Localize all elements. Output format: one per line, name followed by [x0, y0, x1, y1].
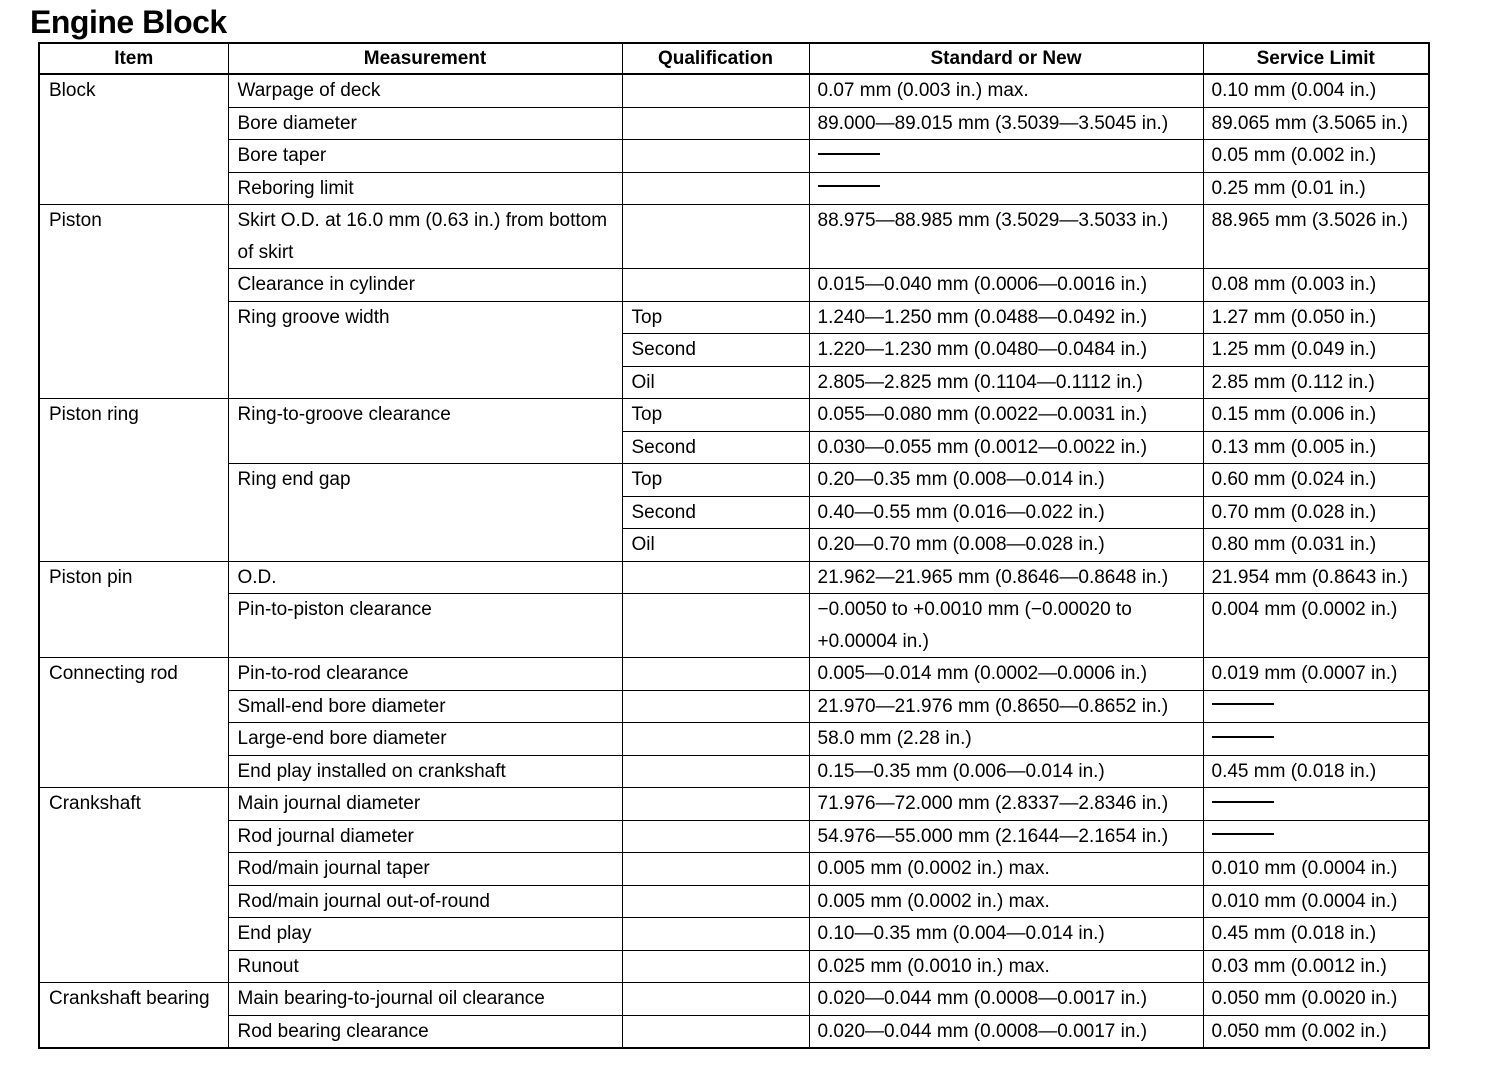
standard-cell: 0.030—0.055 mm (0.0012—0.0022 in.) — [809, 431, 1203, 464]
service-limit-cell: 0.05 mm (0.002 in.) — [1203, 140, 1429, 173]
measurement-cell: Rod/main journal taper — [228, 853, 622, 886]
measurement-cell: Bore diameter — [228, 107, 622, 140]
standard-cell: 0.40—0.55 mm (0.016—0.022 in.) — [809, 496, 1203, 529]
not-applicable-dash — [1212, 801, 1274, 803]
qualification-cell — [622, 172, 809, 205]
standard-cell: 1.220—1.230 mm (0.0480—0.0484 in.) — [809, 334, 1203, 367]
standard-cell: 0.10—0.35 mm (0.004—0.014 in.) — [809, 918, 1203, 951]
qualification-cell: Top — [622, 399, 809, 432]
qualification-cell — [622, 983, 809, 1016]
service-limit-cell: 0.70 mm (0.028 in.) — [1203, 496, 1429, 529]
service-limit-cell: 0.80 mm (0.031 in.) — [1203, 529, 1429, 562]
measurement-cell: Skirt O.D. at 16.0 mm (0.63 in.) from bottom of skirt — [228, 205, 622, 269]
measurement-cell: Rod bearing clearance — [228, 1015, 622, 1048]
standard-cell: 0.15—0.35 mm (0.006—0.014 in.) — [809, 755, 1203, 788]
item-cell: Piston ring — [39, 399, 228, 562]
table-row — [39, 172, 1429, 205]
measurement-cell: Pin-to-piston clearance — [228, 594, 622, 658]
table-row — [39, 140, 1429, 173]
service-limit-cell — [1203, 723, 1429, 756]
qualification-cell: Second — [622, 431, 809, 464]
qualification-cell — [622, 788, 809, 821]
measurement-cell: Ring-to-groove clearance — [228, 399, 622, 464]
qualification-cell — [622, 755, 809, 788]
service-limit-cell: 1.27 mm (0.050 in.) — [1203, 301, 1429, 334]
standard-cell: 88.975—88.985 mm (3.5029—3.5033 in.) — [809, 205, 1203, 269]
qualification-cell — [622, 885, 809, 918]
standard-cell — [809, 172, 1203, 205]
standard-cell: 0.025 mm (0.0010 in.) max. — [809, 950, 1203, 983]
standard-cell: 54.976—55.000 mm (2.1644—2.1654 in.) — [809, 820, 1203, 853]
standard-cell: 0.20—0.70 mm (0.008—0.028 in.) — [809, 529, 1203, 562]
standard-cell: 0.015—0.040 mm (0.0006—0.0016 in.) — [809, 269, 1203, 302]
measurement-cell: Ring groove width — [228, 301, 622, 399]
measurement-cell: Rod/main journal out-of-round — [228, 885, 622, 918]
measurement-cell: Small-end bore diameter — [228, 690, 622, 723]
service-limit-cell: 0.10 mm (0.004 in.) — [1203, 74, 1429, 107]
table-header — [39, 43, 1429, 74]
not-applicable-dash — [818, 153, 880, 155]
qualification-cell — [622, 690, 809, 723]
qualification-cell — [622, 107, 809, 140]
not-applicable-dash — [1212, 833, 1274, 835]
qualification-cell — [622, 723, 809, 756]
service-limit-cell: 88.965 mm (3.5026 in.) — [1203, 205, 1429, 269]
qualification-cell — [622, 205, 809, 269]
not-applicable-dash — [1212, 703, 1274, 705]
item-cell: Crankshaft — [39, 788, 228, 983]
header-measurement: Measurement — [228, 43, 622, 74]
standard-cell: 0.005 mm (0.0002 in.) max. — [809, 885, 1203, 918]
service-limit-cell: 0.050 mm (0.0020 in.) — [1203, 983, 1429, 1016]
service-limit-cell: 0.004 mm (0.0002 in.) — [1203, 594, 1429, 658]
measurement-cell: Large-end bore diameter — [228, 723, 622, 756]
service-limit-cell: 0.010 mm (0.0004 in.) — [1203, 853, 1429, 886]
service-limit-cell — [1203, 820, 1429, 853]
standard-cell: 0.07 mm (0.003 in.) max. — [809, 74, 1203, 107]
standard-cell: 58.0 mm (2.28 in.) — [809, 723, 1203, 756]
standard-cell: 21.970—21.976 mm (0.8650—0.8652 in.) — [809, 690, 1203, 723]
service-limit-cell — [1203, 690, 1429, 723]
service-limit-cell: 21.954 mm (0.8643 in.) — [1203, 561, 1429, 594]
table-row — [39, 74, 1429, 107]
service-limit-cell: 0.010 mm (0.0004 in.) — [1203, 885, 1429, 918]
item-cell: Connecting rod — [39, 658, 228, 788]
measurement-cell: Reboring limit — [228, 172, 622, 205]
qualification-cell — [622, 140, 809, 173]
table-row — [39, 950, 1429, 983]
qualification-cell — [622, 1015, 809, 1048]
qualification-cell — [622, 950, 809, 983]
table-row — [39, 983, 1429, 1016]
measurement-cell: Ring end gap — [228, 464, 622, 562]
header-standard: Standard or New — [809, 43, 1203, 74]
table-row — [39, 269, 1429, 302]
table-row — [39, 788, 1429, 821]
item-cell: Piston — [39, 205, 228, 399]
not-applicable-dash — [818, 185, 880, 187]
qualification-cell — [622, 594, 809, 658]
service-limit-cell: 0.45 mm (0.018 in.) — [1203, 755, 1429, 788]
table-row — [39, 399, 1429, 432]
qualification-cell: Top — [622, 301, 809, 334]
service-limit-cell: 0.25 mm (0.01 in.) — [1203, 172, 1429, 205]
service-limit-cell: 1.25 mm (0.049 in.) — [1203, 334, 1429, 367]
service-limit-cell: 0.08 mm (0.003 in.) — [1203, 269, 1429, 302]
table-row — [39, 755, 1429, 788]
table-row — [39, 561, 1429, 594]
service-limit-cell: 0.13 mm (0.005 in.) — [1203, 431, 1429, 464]
qualification-cell — [622, 658, 809, 691]
service-limit-cell — [1203, 788, 1429, 821]
qualification-cell — [622, 918, 809, 951]
measurement-cell: O.D. — [228, 561, 622, 594]
measurement-cell: Pin-to-rod clearance — [228, 658, 622, 691]
header-service-limit: Service Limit — [1203, 43, 1429, 74]
qualification-cell: Oil — [622, 529, 809, 562]
measurement-cell: End play installed on crankshaft — [228, 755, 622, 788]
standard-cell: 1.240—1.250 mm (0.0488—0.0492 in.) — [809, 301, 1203, 334]
service-limit-cell: 0.050 mm (0.002 in.) — [1203, 1015, 1429, 1048]
standard-cell: 0.020—0.044 mm (0.0008—0.0017 in.) — [809, 983, 1203, 1016]
standard-cell: 0.055—0.080 mm (0.0022—0.0031 in.) — [809, 399, 1203, 432]
spec-table — [38, 42, 1430, 1049]
qualification-cell — [622, 820, 809, 853]
standard-cell: 21.962—21.965 mm (0.8646—0.8648 in.) — [809, 561, 1203, 594]
qualification-cell — [622, 269, 809, 302]
table-row — [39, 594, 1429, 658]
qualification-cell: Second — [622, 496, 809, 529]
qualification-cell — [622, 853, 809, 886]
qualification-cell: Oil — [622, 366, 809, 399]
measurement-cell: Main journal diameter — [228, 788, 622, 821]
header-item: Item — [39, 43, 228, 74]
measurement-cell: Warpage of deck — [228, 74, 622, 107]
service-limit-cell: 0.019 mm (0.0007 in.) — [1203, 658, 1429, 691]
standard-cell: 0.005—0.014 mm (0.0002—0.0006 in.) — [809, 658, 1203, 691]
standard-cell: 2.805—2.825 mm (0.1104—0.1112 in.) — [809, 366, 1203, 399]
item-cell: Piston pin — [39, 561, 228, 658]
standard-cell: −0.0050 to +0.0010 mm (−0.00020 to +0.00004 in.) — [809, 594, 1203, 658]
table-row — [39, 918, 1429, 951]
standard-cell: 0.005 mm (0.0002 in.) max. — [809, 853, 1203, 886]
service-limit-cell: 0.45 mm (0.018 in.) — [1203, 918, 1429, 951]
measurement-cell: Runout — [228, 950, 622, 983]
service-limit-cell: 89.065 mm (3.5065 in.) — [1203, 107, 1429, 140]
service-limit-cell: 0.03 mm (0.0012 in.) — [1203, 950, 1429, 983]
measurement-cell: Main bearing-to-journal oil clearance — [228, 983, 622, 1016]
table-row — [39, 1015, 1429, 1048]
table-row — [39, 723, 1429, 756]
not-applicable-dash — [1212, 736, 1274, 738]
table-row — [39, 820, 1429, 853]
header-row — [39, 43, 1429, 74]
qualification-cell: Second — [622, 334, 809, 367]
header-qualification: Qualification — [622, 43, 809, 74]
standard-cell: 0.020—0.044 mm (0.0008—0.0017 in.) — [809, 1015, 1203, 1048]
measurement-cell: End play — [228, 918, 622, 951]
standard-cell — [809, 140, 1203, 173]
item-cell: Block — [39, 74, 228, 205]
qualification-cell: Top — [622, 464, 809, 497]
service-limit-cell: 0.60 mm (0.024 in.) — [1203, 464, 1429, 497]
service-limit-cell: 0.15 mm (0.006 in.) — [1203, 399, 1429, 432]
page-title: Engine Block — [30, 4, 227, 40]
table-row — [39, 205, 1429, 269]
table-row — [39, 658, 1429, 691]
table-row — [39, 853, 1429, 886]
measurement-cell: Bore taper — [228, 140, 622, 173]
service-limit-cell: 2.85 mm (0.112 in.) — [1203, 366, 1429, 399]
table-row — [39, 690, 1429, 723]
qualification-cell — [622, 561, 809, 594]
table-row — [39, 301, 1429, 334]
table-row — [39, 107, 1429, 140]
standard-cell: 89.000—89.015 mm (3.5039—3.5045 in.) — [809, 107, 1203, 140]
qualification-cell — [622, 74, 809, 107]
measurement-cell: Clearance in cylinder — [228, 269, 622, 302]
table-row — [39, 464, 1429, 497]
table-body — [39, 74, 1429, 1048]
measurement-cell: Rod journal diameter — [228, 820, 622, 853]
standard-cell: 71.976—72.000 mm (2.8337—2.8346 in.) — [809, 788, 1203, 821]
standard-cell: 0.20—0.35 mm (0.008—0.014 in.) — [809, 464, 1203, 497]
table-row — [39, 885, 1429, 918]
item-cell: Crankshaft bearing — [39, 983, 228, 1049]
